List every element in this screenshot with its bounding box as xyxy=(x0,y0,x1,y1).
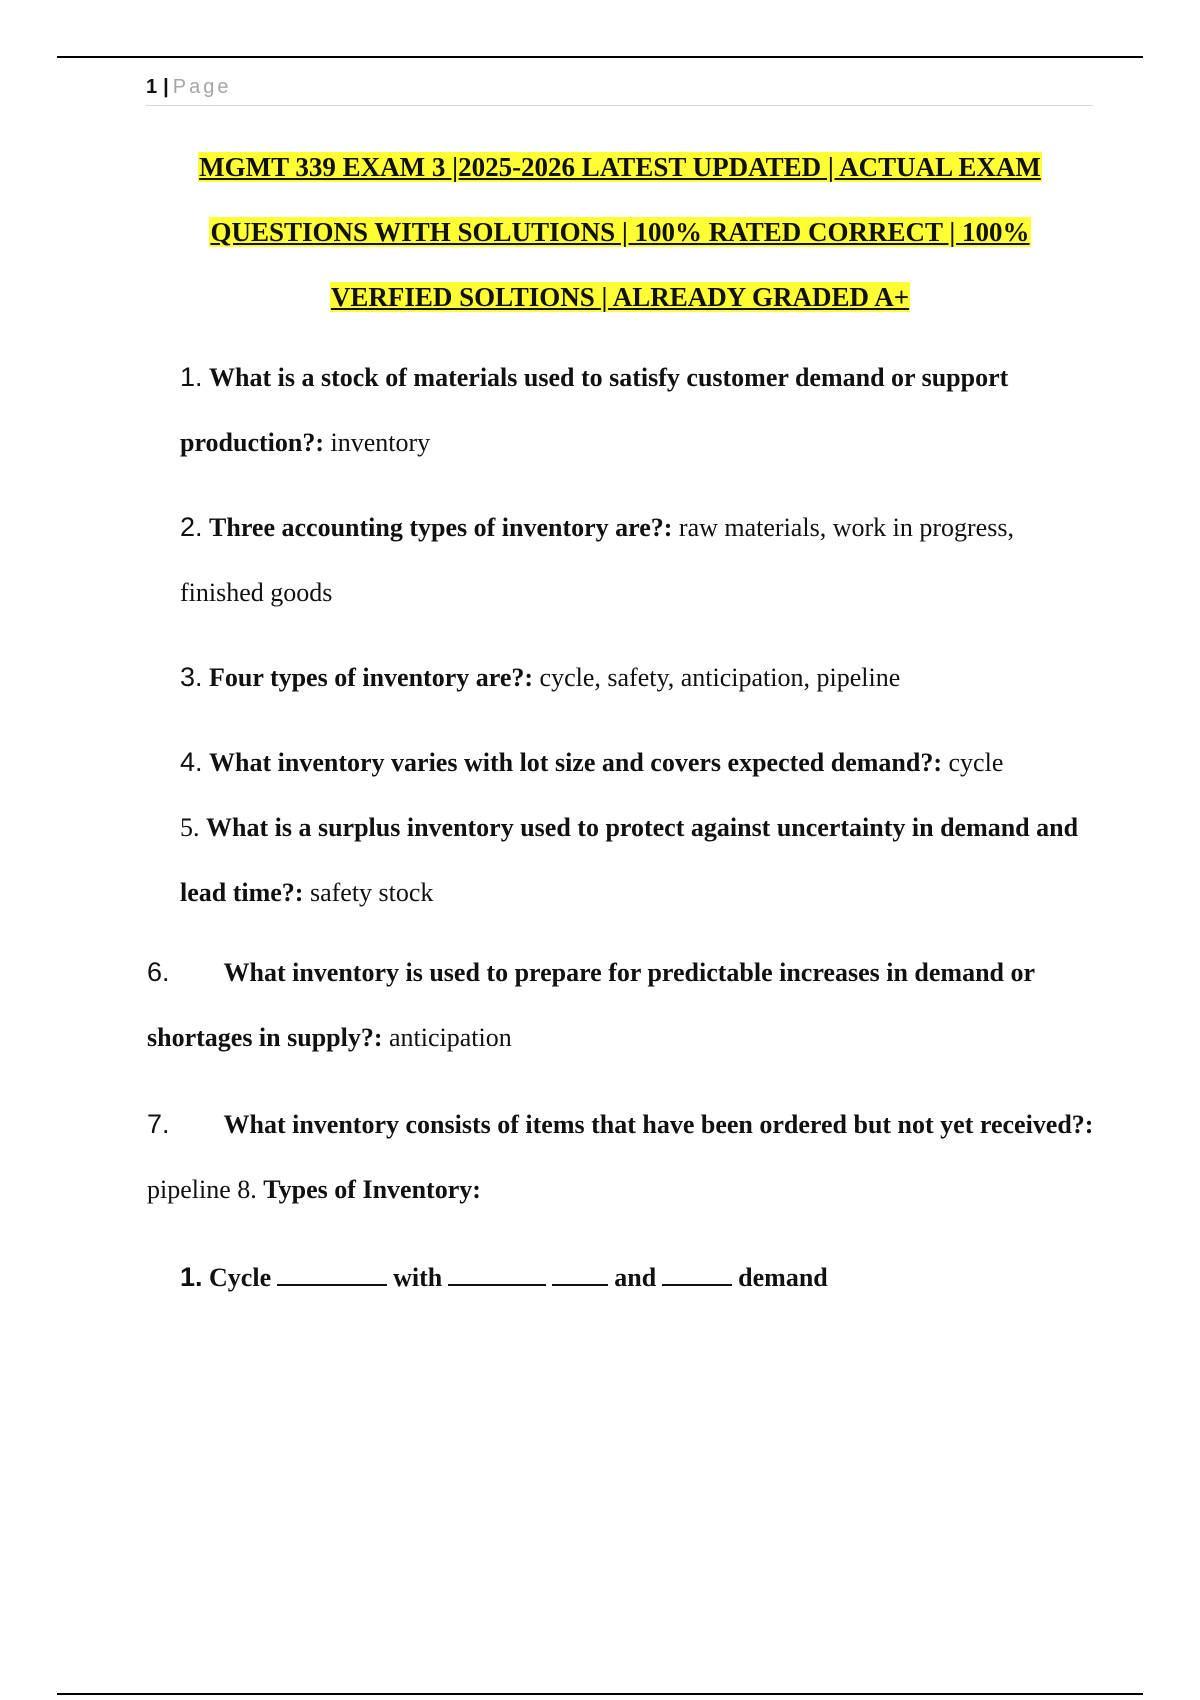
answer-text: raw materials, work in progress, finished goods xyxy=(180,513,1014,607)
question-number: 5. xyxy=(180,813,200,842)
question-text: Three accounting types of inventory are?: xyxy=(209,513,673,542)
title-line-2: QUESTIONS WITH SOLUTIONS | 100% RATED CORRECT | 100% xyxy=(210,217,1030,247)
page-header xyxy=(146,73,1093,106)
fill-in-word-demand: demand xyxy=(738,1263,828,1292)
question-text: What inventory consists of items that have been ordered but not yet received?: xyxy=(223,1110,1094,1139)
answer-text: safety stock xyxy=(309,878,434,907)
answer-text: anticipation xyxy=(389,1023,512,1052)
answer-text: inventory xyxy=(330,428,431,457)
question-text: What is a surplus inventory used to protect against uncertainty in demand and lead time?: xyxy=(180,813,1079,907)
top-rule xyxy=(57,56,1143,58)
question-8-title: Types of Inventory: xyxy=(263,1175,481,1204)
blank-3 xyxy=(552,1258,608,1286)
title-line-3: VERFIED SOLTIONS | ALREADY GRADED A+ xyxy=(330,282,910,312)
page-label: Page xyxy=(172,76,232,98)
question-number: 7. xyxy=(147,1109,170,1139)
question-text: What inventory varies with lot size and covers expected demand?: xyxy=(209,748,943,777)
fill-in-word-cycle: Cycle xyxy=(209,1263,272,1292)
answer-text: cycle xyxy=(948,748,1004,777)
page-separator: | xyxy=(163,76,169,98)
answer-text: pipeline xyxy=(147,1175,231,1204)
bottom-rule xyxy=(57,1693,1143,1695)
question-number: 2. xyxy=(180,512,203,542)
question-number: 1. xyxy=(180,362,203,392)
question-8-number: 8. xyxy=(237,1175,257,1204)
fill-in-item xyxy=(180,1245,1100,1310)
fill-in-word-and: and xyxy=(614,1263,657,1292)
title-line-1: MGMT 339 EXAM 3 |2025-2026 LATEST UPDATED | ACTUAL EXAM xyxy=(199,152,1041,182)
blank-1 xyxy=(277,1258,387,1286)
document-title xyxy=(140,135,1100,330)
question-3 xyxy=(180,645,1100,710)
question-1 xyxy=(180,345,1100,475)
question-7 xyxy=(147,1092,1097,1222)
fill-in-word-with: with xyxy=(393,1263,443,1292)
answer-text: cycle, safety, anticipation, pipeline xyxy=(539,663,901,692)
blank-4 xyxy=(662,1258,732,1286)
blank-2 xyxy=(448,1258,546,1286)
question-number: 3. xyxy=(180,662,203,692)
question-2 xyxy=(180,495,1100,625)
question-6 xyxy=(147,940,1097,1070)
question-4 xyxy=(180,730,1110,795)
question-number: 6. xyxy=(147,957,170,987)
question-text: What inventory is used to prepare for predictable increases in demand or shortages in supply?: xyxy=(147,958,1035,1052)
question-number: 4. xyxy=(180,747,203,777)
page-number: 1 xyxy=(146,76,158,98)
question-5 xyxy=(180,795,1100,925)
fill-in-number: 1. xyxy=(180,1262,203,1292)
question-text: What is a stock of materials used to satisfy customer demand or support production?: xyxy=(180,363,1009,457)
question-text: Four types of inventory are?: xyxy=(209,663,534,692)
